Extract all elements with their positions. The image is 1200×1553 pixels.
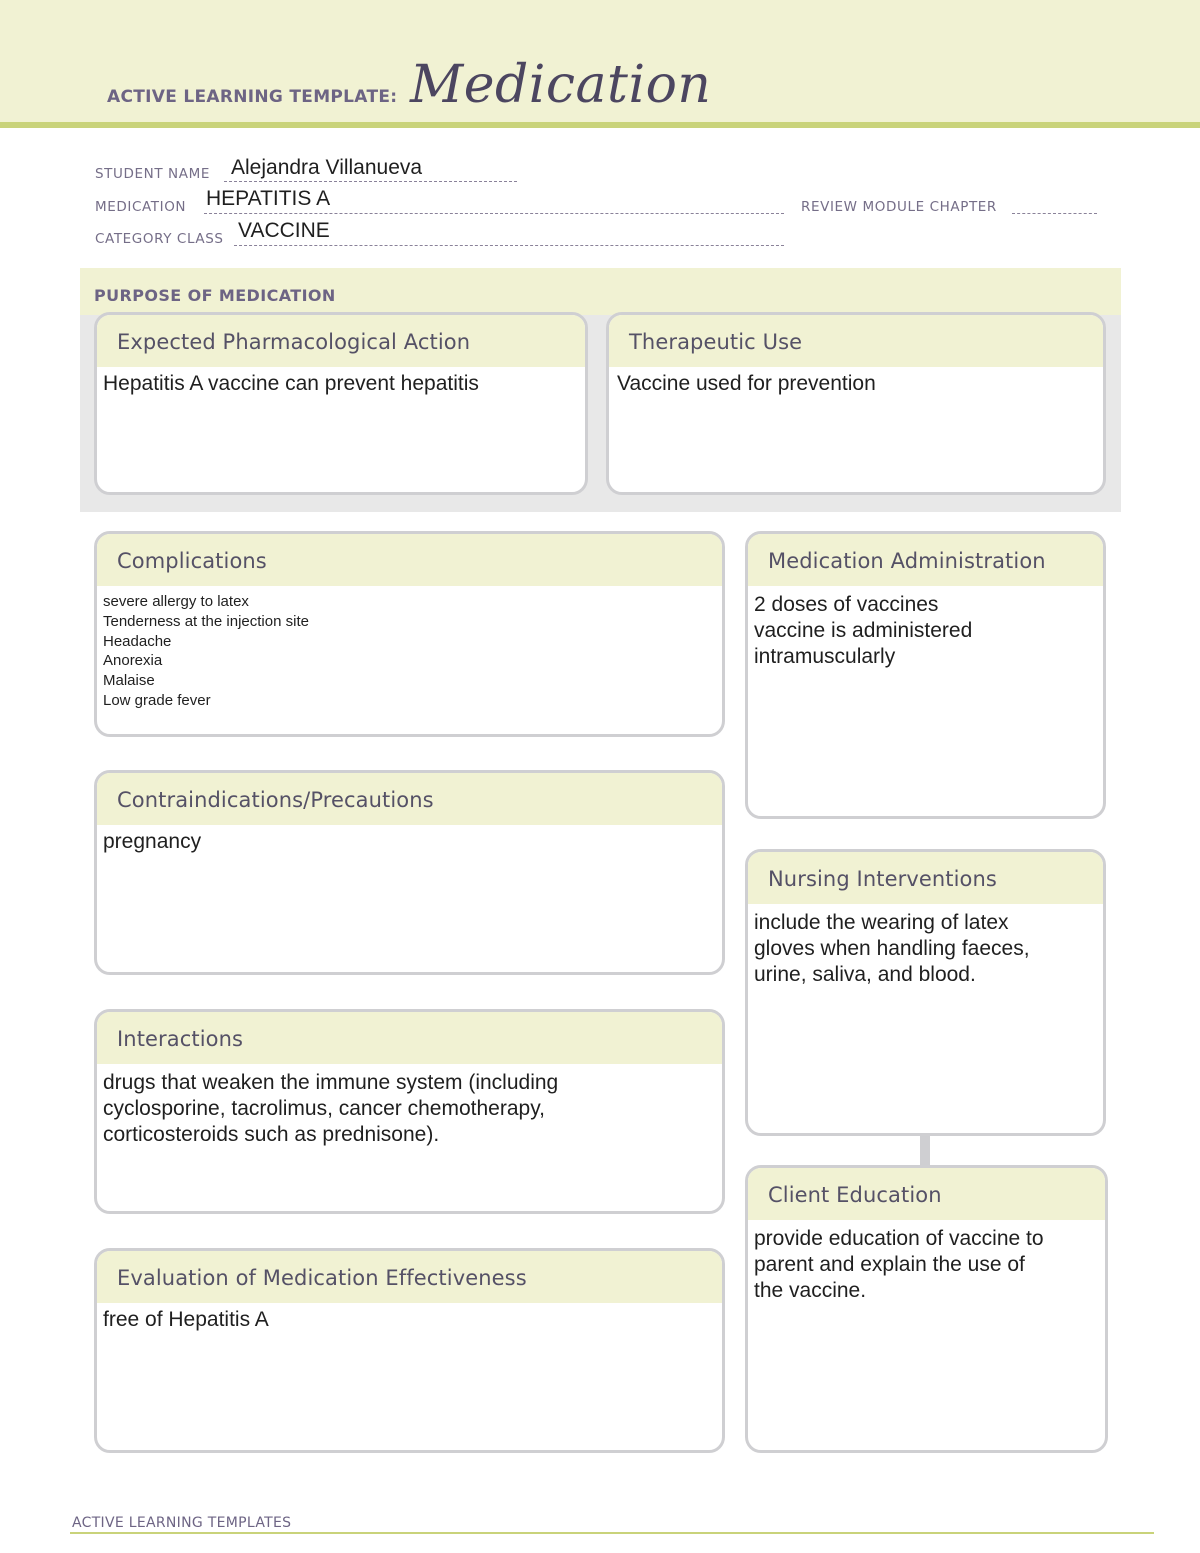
content-line: Vaccine used for prevention (617, 372, 876, 395)
content-line: urine, saliva, and blood. (754, 963, 976, 986)
purpose-label: PURPOSE OF MEDICATION (94, 286, 336, 305)
nursing-title: Nursing Interventions (748, 852, 1103, 904)
category-class-field[interactable]: VACCINE (238, 219, 330, 242)
contraindications-title: Contraindications/Precautions (97, 773, 722, 825)
med-admin-content[interactable] (748, 586, 1103, 674)
therapeutic-use-content[interactable] (609, 367, 1103, 401)
therapeutic-use-title: Therapeutic Use (609, 315, 1103, 367)
complications-box (94, 531, 725, 737)
content-line: cyclosporine, tacrolimus, cancer chemotherapy, (103, 1097, 545, 1120)
med-admin-box (745, 531, 1106, 819)
content-line: Malaise (103, 672, 155, 690)
connector-bar (920, 1134, 930, 1167)
category-class-label: CATEGORY CLASS (95, 231, 224, 247)
complications-content[interactable] (97, 586, 722, 715)
expected-action-box (94, 312, 588, 495)
content-line: include the wearing of latex (754, 911, 1009, 934)
review-module-label: REVIEW MODULE CHAPTER (801, 199, 997, 215)
nursing-content[interactable] (748, 904, 1103, 992)
nursing-box (745, 849, 1106, 1136)
medication-field[interactable]: HEPATITIS A (206, 187, 331, 210)
complications-title: Complications (97, 534, 722, 586)
page-title: Medication (410, 55, 712, 115)
content-line: provide education of vaccine to (754, 1227, 1044, 1250)
student-name-field[interactable]: Alejandra Villanueva (231, 156, 423, 179)
footer-label: ACTIVE LEARNING TEMPLATES (72, 1515, 292, 1531)
client-education-box (745, 1165, 1108, 1453)
med-admin-title: Medication Administration (748, 534, 1103, 586)
content-line: parent and explain the use of (754, 1253, 1025, 1276)
content-line: Low grade fever (103, 691, 211, 709)
content-line: corticosteroids such as prednisone). (103, 1123, 440, 1146)
client-education-content[interactable] (748, 1220, 1105, 1308)
student-name-label: STUDENT NAME (95, 166, 210, 182)
content-line: free of Hepatitis A (103, 1308, 269, 1331)
medication-label: MEDICATION (95, 199, 187, 215)
content-line: Anorexia (103, 652, 163, 670)
contraindications-box (94, 770, 725, 975)
template-label: ACTIVE LEARNING TEMPLATE: (107, 87, 398, 107)
evaluation-box (94, 1248, 725, 1453)
footer-divider (70, 1532, 1154, 1534)
content-line: the vaccine. (754, 1279, 867, 1302)
student-name-line (224, 181, 517, 182)
therapeutic-use-box (606, 312, 1106, 495)
contraindications-content[interactable] (97, 825, 722, 859)
content-line: pregnancy (103, 830, 202, 853)
category-class-line (234, 245, 784, 246)
review-module-field[interactable] (1012, 213, 1097, 214)
content-line: severe allergy to latex (103, 593, 249, 610)
evaluation-content[interactable] (97, 1303, 722, 1337)
expected-action-title: Expected Pharmacological Action (97, 315, 585, 367)
client-education-title: Client Education (748, 1168, 1105, 1220)
content-line: intramuscularly (754, 645, 896, 668)
content-line: 2 doses of vaccines (754, 593, 939, 616)
header-divider (0, 122, 1200, 128)
evaluation-title: Evaluation of Medication Effectiveness (97, 1251, 722, 1303)
expected-action-content[interactable] (97, 367, 585, 401)
content-line: Hepatitis A vaccine can prevent hepatitis (103, 372, 479, 395)
content-line: drugs that weaken the immune system (including (103, 1071, 559, 1094)
content-line: Tenderness at the injection site (103, 612, 309, 630)
content-line: gloves when handling faeces, (754, 937, 1030, 960)
interactions-content[interactable] (97, 1064, 722, 1152)
interactions-box (94, 1009, 725, 1214)
interactions-title: Interactions (97, 1012, 722, 1064)
medication-line (204, 213, 784, 214)
content-line: Headache (103, 632, 172, 650)
content-line: vaccine is administered (754, 619, 973, 642)
